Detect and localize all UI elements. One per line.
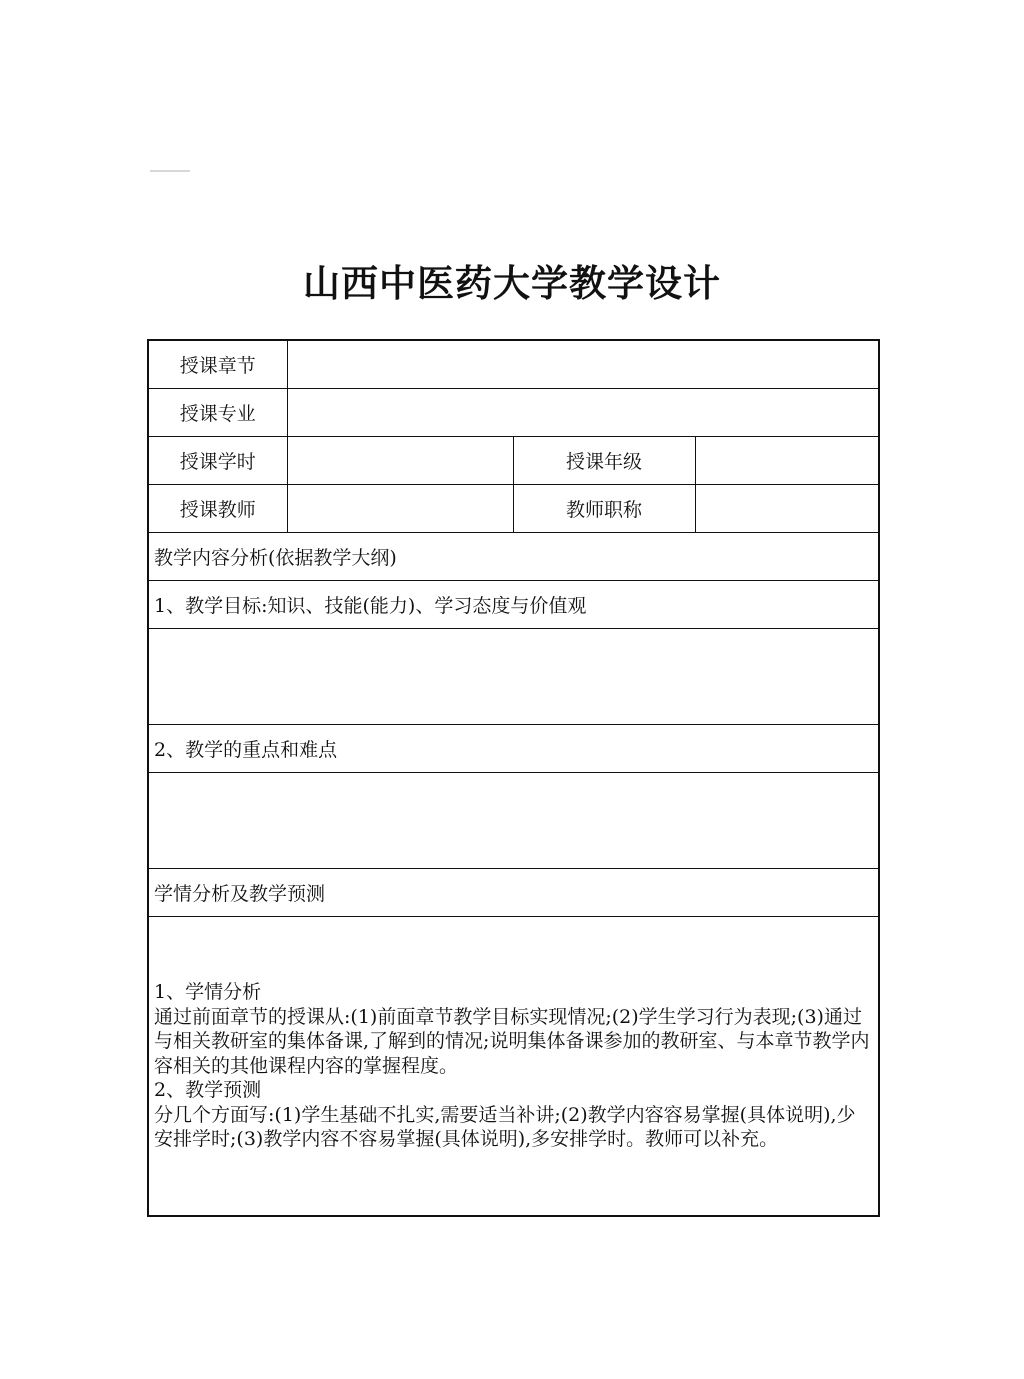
grade-label: 授课年级: [513, 437, 695, 485]
row-student-analysis-heading: [148, 869, 879, 917]
hours-field[interactable]: [287, 437, 513, 485]
objectives-field[interactable]: [148, 629, 879, 725]
row-objectives-content: [148, 629, 879, 725]
teacher-field[interactable]: [287, 485, 513, 533]
student-analysis-heading: 学情分析及教学预测: [148, 869, 879, 917]
analysis-subheading: 1、学情分析: [154, 981, 262, 1004]
row-objectives-heading: [148, 581, 879, 629]
row-hours-grade: [148, 437, 879, 485]
student-analysis-body[interactable]: [148, 917, 879, 1217]
row-chapter: [148, 340, 879, 389]
major-field[interactable]: [287, 389, 879, 437]
row-keypoints-heading: [148, 725, 879, 773]
chapter-field[interactable]: [287, 340, 879, 389]
row-major: [148, 389, 879, 437]
keypoints-heading: 2、教学的重点和难点: [148, 725, 879, 773]
teacher-title-field[interactable]: [695, 485, 879, 533]
page-title: 山西中医药大学教学设计: [303, 261, 721, 305]
analysis-paragraph: 通过前面章节的授课从:(1)前面章节教学目标实现情况;(2)学生学习行为表现;(3)通过与相关教研室的集体备课,了解到的情况;说明集体备课参加的教研室、与本章节教学内容相关的其他课程内容的掌握程度。: [154, 1005, 870, 1077]
content-analysis-heading: 教学内容分析(依据教学大纲): [148, 533, 879, 581]
row-keypoints-content: [148, 773, 879, 869]
major-label: 授课专业: [148, 389, 287, 437]
chapter-label: 授课章节: [148, 340, 287, 389]
teacher-label: 授课教师: [148, 485, 287, 533]
prediction-subheading: 2、教学预测: [154, 1079, 262, 1102]
row-student-analysis-body: [148, 917, 879, 1217]
page-mark: [150, 170, 190, 172]
row-content-analysis: [148, 533, 879, 581]
objectives-heading: 1、教学目标:知识、技能(能力)、学习态度与价值观: [148, 581, 879, 629]
teaching-design-form: [147, 339, 880, 1217]
row-teacher-title: [148, 485, 879, 533]
hours-label: 授课学时: [148, 437, 287, 485]
grade-field[interactable]: [695, 437, 879, 485]
keypoints-field[interactable]: [148, 773, 879, 869]
teacher-title-label: 教师职称: [513, 485, 695, 533]
prediction-paragraph: 分几个方面写:(1)学生基础不扎实,需要适当补讲;(2)教学内容容易掌握(具体说明),少安排学时;(3)教学内容不容易掌握(具体说明),多安排学时。教师可以补充。: [154, 1103, 856, 1151]
